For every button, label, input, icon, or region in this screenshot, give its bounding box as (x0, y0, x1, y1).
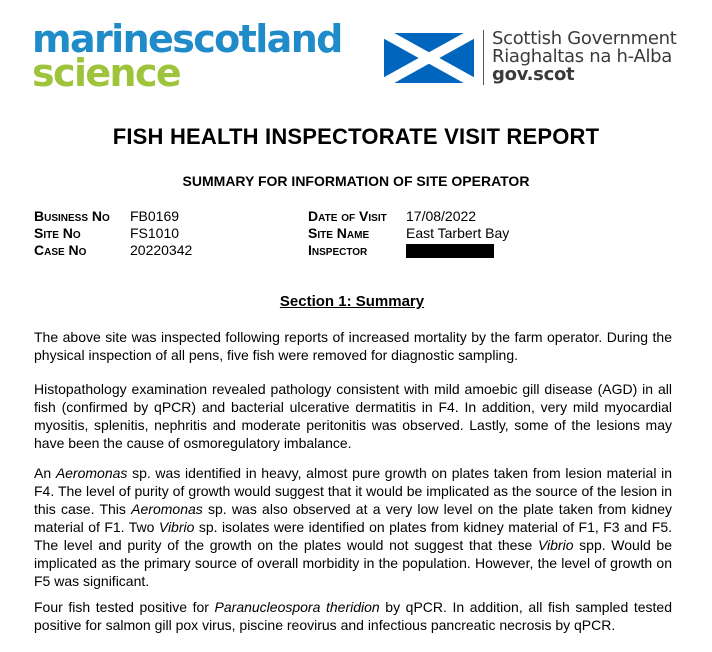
summary-paragraph-1: The above site was inspected following reports of increased mortality by the farm operator. During the physical inspection of all pens, five fish were removed for diagnostic sampling. (34, 329, 672, 363)
text-run: An (34, 465, 56, 481)
details-left (34, 208, 192, 259)
marine-scotland-science-logo (32, 17, 342, 95)
detail-label: Site Name (308, 225, 370, 241)
species-name: Paranucleospora theridion (214, 599, 380, 615)
detail-label: Business No (34, 208, 110, 224)
redacted-inspector-name (406, 244, 494, 258)
report-subtitle: SUMMARY FOR INFORMATION OF SITE OPERATOR (182, 173, 530, 189)
detail-business-no (34, 208, 192, 225)
detail-site-no (34, 225, 192, 242)
summary-paragraph-4 (34, 598, 672, 634)
detail-date-of-visit (308, 208, 509, 225)
logo-line-science: science (32, 51, 181, 95)
detail-value: 17/08/2022 (406, 208, 477, 224)
text-run: sp. isolates were identified on plates from kidney material of F1, F3 and F5. The level and purity of the growth on the plates would not suggest that these (34, 519, 672, 553)
species-name: Aeromonas (131, 501, 203, 517)
detail-label: Case No (34, 242, 87, 258)
species-name: Vibrio (537, 537, 574, 553)
saltire-flag-icon (384, 33, 474, 83)
gov-line-english: Scottish Government (492, 28, 677, 49)
details-right (308, 208, 509, 259)
text-run: sp. was identified in heavy, almost pure growth on plates taken from lesion material in F4. The level of purity of growth would suggest that it would be implicated as the source of the lesion in this case. This (34, 465, 672, 517)
detail-value: FB0169 (130, 208, 180, 224)
detail-inspector (308, 242, 509, 259)
report-title: FISH HEALTH INSPECTORATE VISIT REPORT (112, 124, 600, 149)
detail-label: Site No (34, 225, 81, 241)
section-heading: Section 1: Summary (279, 293, 425, 310)
logo-divider (483, 30, 484, 85)
detail-value: 20220342 (130, 242, 193, 258)
species-name: Vibrio (158, 519, 195, 535)
detail-site-name (308, 225, 509, 242)
detail-value: East Tarbert Bay (406, 225, 510, 241)
gov-line-domain: gov.scot (492, 64, 575, 85)
detail-value: FS1010 (130, 225, 180, 241)
summary-paragraph-2: Histopathology examination revealed pathology consistent with mild amoebic gill disease (AGD) in all fish (confirmed by qPCR) and bacterial ulcerative dermatitis in F4. In addition, very mild myocardial myositis, splenitis, nephritis and moderate peritonitis was observed. Lastly, some of the lesions may have been the cause of osmoregulatory imbalance. (34, 381, 672, 451)
detail-label: Inspector (308, 242, 368, 258)
summary-paragraph-3 (34, 464, 672, 590)
scottish-government-logo (492, 30, 677, 84)
species-name: Aeromonas (55, 465, 128, 481)
detail-label: Date of Visit (308, 208, 387, 224)
detail-case-no (34, 242, 192, 259)
text-run: spp. Would be implicated as the primary source of overall morbidity in the population. However, the level of growth on F5 was significant. (34, 537, 672, 589)
text-run: sp. was also observed at a very low level on the plate taken from kidney material of F1. Two (34, 501, 672, 535)
gov-line-gaelic: Riaghaltas na h-Alba (492, 46, 673, 67)
text-run: by qPCR. In addition, all fish sampled tested positive for salmon gill pox virus, piscine reovirus and infectious pancreatic necrosis by qPCR. (34, 599, 672, 633)
text-run: Four fish tested positive for (34, 599, 215, 615)
logo-line-marinescotland: marinescotland (32, 17, 342, 61)
